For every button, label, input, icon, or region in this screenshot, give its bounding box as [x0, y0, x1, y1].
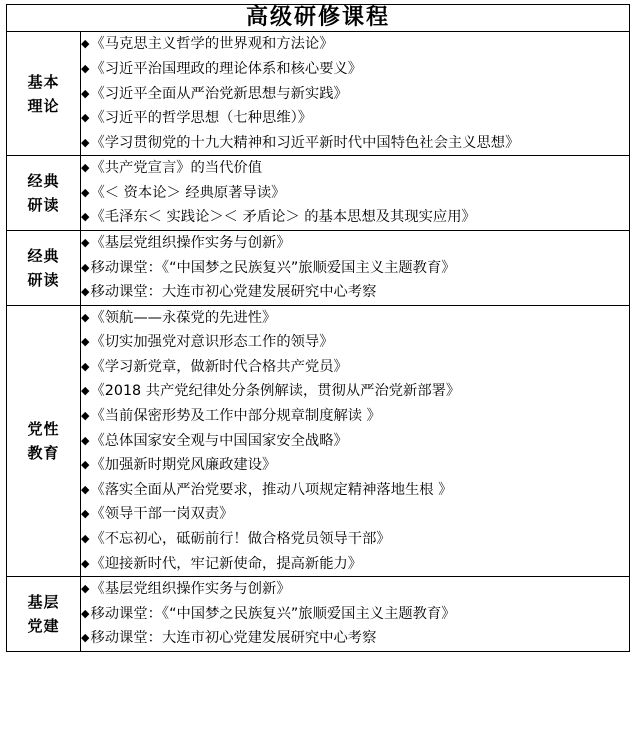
diamond-bullet-icon: ◆ — [81, 111, 90, 125]
course-title: 《不忘初心，砥砺前行！做合格党员领导干部》 — [90, 530, 391, 547]
course-title: 《习近平全面从严治党新思想与新实践》 — [90, 85, 348, 102]
diamond-bullet-icon: ◆ — [81, 482, 90, 496]
course-title: 《切实加强党对意识形态工作的领导》 — [90, 334, 334, 351]
diamond-bullet-icon: ◆ — [81, 236, 90, 250]
diamond-bullet-icon: ◆ — [81, 260, 90, 274]
course-title: 《迎接新时代，牢记新使命，提高新能力》 — [90, 555, 363, 572]
diamond-bullet-icon: ◆ — [81, 135, 90, 149]
course-list — [81, 231, 629, 305]
category-label: 基本 — [27, 72, 60, 91]
course-title: 《基层党组织操作实务与创新》 — [90, 235, 291, 252]
course-title: 《领导干部一岗双责》 — [90, 506, 234, 523]
diamond-bullet-icon: ◆ — [81, 606, 90, 620]
course-list — [81, 156, 629, 230]
list-item — [81, 82, 629, 107]
list-item — [81, 602, 629, 627]
list-item — [81, 404, 629, 429]
category-label: 理论 — [27, 96, 60, 115]
list-item — [81, 429, 629, 454]
table-row — [7, 231, 630, 306]
category-label: 研读 — [27, 270, 60, 289]
diamond-bullet-icon: ◆ — [81, 582, 90, 596]
category-label: 研读 — [27, 196, 60, 215]
table-body — [7, 5, 630, 652]
category-cell — [7, 32, 81, 156]
list-item — [81, 205, 629, 230]
course-title: 《基层党组织操作实务与创新》 — [90, 581, 291, 598]
diamond-bullet-icon: ◆ — [81, 310, 90, 324]
diamond-bullet-icon: ◆ — [81, 556, 90, 570]
course-list — [81, 577, 629, 651]
table-row — [7, 305, 630, 576]
list-item — [81, 379, 629, 404]
diamond-bullet-icon: ◆ — [81, 37, 90, 51]
diamond-bullet-icon: ◆ — [81, 210, 90, 224]
course-title: 移动课堂：大连市初心党建发展研究中心考察 — [90, 630, 377, 647]
items-cell — [81, 32, 630, 156]
list-item — [81, 355, 629, 380]
table-row — [7, 32, 630, 156]
list-item — [81, 527, 629, 552]
items-cell — [81, 305, 630, 576]
course-list — [81, 306, 629, 576]
diamond-bullet-icon: ◆ — [81, 359, 90, 373]
course-title: 《习近平治国理政的理论体系和核心要义》 — [90, 60, 363, 77]
course-title: 《当前保密形势及工作中部分规章制度解读 》 — [90, 408, 381, 425]
course-title: 《学习贯彻党的十九大精神和习近平新时代中国特色社会主义思想》 — [90, 134, 520, 151]
list-item — [81, 552, 629, 577]
category-label: 党建 — [27, 616, 60, 635]
course-title: 《落实全面从严治党要求，推动八项规定精神落地生根 》 — [90, 481, 453, 498]
table-row — [7, 156, 630, 231]
course-title: 《领航——永葆党的先进性》 — [90, 309, 277, 326]
list-item — [81, 256, 629, 281]
category-label: 经典 — [27, 246, 60, 265]
items-cell — [81, 577, 630, 652]
diamond-bullet-icon: ◆ — [81, 409, 90, 423]
diamond-bullet-icon: ◆ — [81, 285, 90, 299]
course-title: 《共产党宣言》的当代价值 — [90, 160, 263, 177]
list-item — [81, 577, 629, 602]
category-cell — [7, 305, 81, 576]
category-cell — [7, 231, 81, 306]
course-title: 《总体国家安全观与中国国家安全战略》 — [90, 432, 348, 449]
items-cell — [81, 231, 630, 306]
diamond-bullet-icon: ◆ — [81, 458, 90, 472]
diamond-bullet-icon: ◆ — [81, 61, 90, 75]
list-item — [81, 231, 629, 256]
course-title: 移动课堂：《“中国梦之民族复兴”旅顺爱国主义主题教育》 — [90, 259, 456, 276]
list-item — [81, 106, 629, 131]
table-row — [7, 577, 630, 652]
list-item — [81, 626, 629, 651]
list-item — [81, 306, 629, 331]
diamond-bullet-icon: ◆ — [81, 531, 90, 545]
diamond-bullet-icon: ◆ — [81, 631, 90, 645]
list-item — [81, 478, 629, 503]
diamond-bullet-icon: ◆ — [81, 335, 90, 349]
diamond-bullet-icon: ◆ — [81, 507, 90, 521]
list-item — [81, 156, 629, 181]
diamond-bullet-icon: ◆ — [81, 433, 90, 447]
category-label: 经典 — [27, 172, 60, 191]
course-title: 《加强新时期党风廉政建设》 — [90, 457, 277, 474]
category-label: 教育 — [27, 443, 60, 462]
course-list — [81, 32, 629, 155]
list-item — [81, 502, 629, 527]
list-item — [81, 453, 629, 478]
course-title: 《毛泽东＜ 实践论＞＜ 矛盾论＞ 的基本思想及其现实应用》 — [90, 209, 476, 226]
diamond-bullet-icon: ◆ — [81, 86, 90, 100]
table-title-row — [7, 5, 630, 32]
diamond-bullet-icon: ◆ — [81, 185, 90, 199]
course-title: 移动课堂：《“中国梦之民族复兴”旅顺爱国主义主题教育》 — [90, 605, 456, 622]
course-title: 《马克思主义哲学的世界观和方法论》 — [90, 36, 334, 53]
list-item — [81, 32, 629, 57]
list-item — [81, 181, 629, 206]
course-title: 《学习新党章，做新时代合格共产党员》 — [90, 358, 348, 375]
category-cell — [7, 577, 81, 652]
list-item — [81, 330, 629, 355]
course-title: 《＜ 资本论＞ 经典原著导读》 — [90, 184, 286, 201]
diamond-bullet-icon: ◆ — [81, 384, 90, 398]
course-table — [6, 4, 630, 652]
list-item — [81, 57, 629, 82]
list-item — [81, 280, 629, 305]
page-title: 高级研修课程 — [7, 5, 630, 32]
items-cell — [81, 156, 630, 231]
category-label: 党性 — [27, 419, 60, 438]
course-title: 《2018 共产党纪律处分条例解读，贯彻从严治党新部署》 — [90, 383, 461, 400]
category-cell — [7, 156, 81, 231]
category-label: 基层 — [27, 592, 60, 611]
course-title: 移动课堂：大连市初心党建发展研究中心考察 — [90, 284, 377, 301]
diamond-bullet-icon: ◆ — [81, 161, 90, 175]
course-title: 《习近平的哲学思想（七种思维）》 — [90, 110, 313, 127]
list-item — [81, 131, 629, 156]
